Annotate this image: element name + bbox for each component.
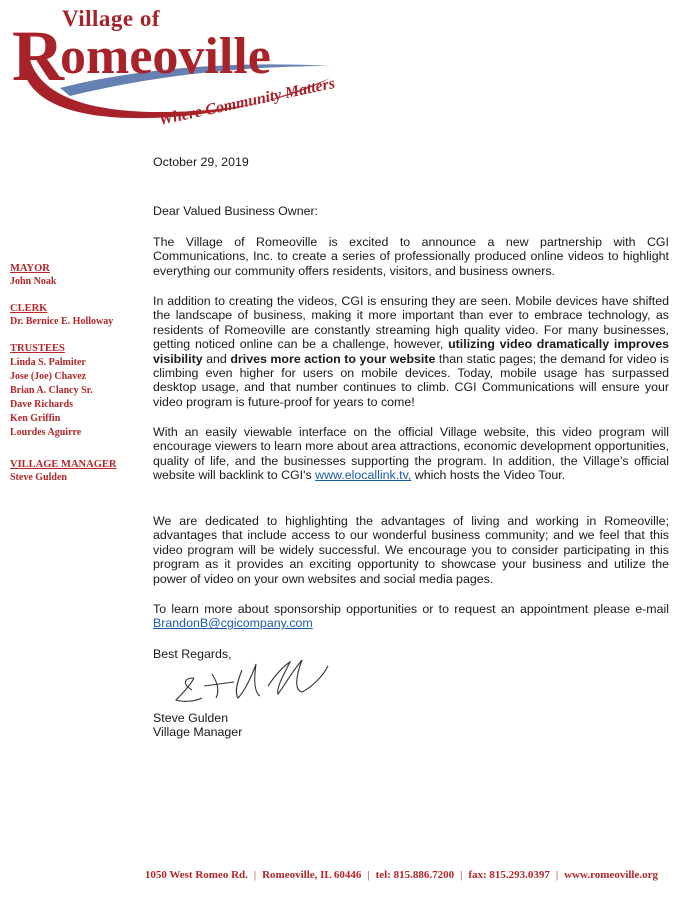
signer-title: Village Manager (153, 725, 243, 739)
paragraph-2-bold-2: drives more action to your website (230, 351, 436, 366)
footer-tel: tel: 815.886.7200 (375, 869, 455, 881)
trustees-title: TRUSTEES (10, 343, 65, 354)
signature-image (172, 652, 352, 712)
paragraph-2-text: and (202, 351, 231, 366)
email-link[interactable]: BrandonB@cgicompany.com (153, 616, 313, 631)
clerk-title: CLERK (10, 303, 48, 314)
footer-fax: fax: 815.293.0397 (468, 869, 550, 881)
footer-city: Romeoville, IL 60446 (262, 869, 362, 881)
footer-address: 1050 West Romeo Rd. (144, 869, 248, 881)
logo-tagline: Where Community Matters (157, 74, 337, 129)
manager-name: Steve Gulden (10, 472, 67, 483)
salutation: Dear Valued Business Owner: (153, 204, 319, 218)
officials-sidebar (10, 262, 130, 498)
manager-section (10, 458, 130, 485)
paragraph-3-text: which hosts the Video Tour. (411, 468, 566, 483)
signer-name: Steve Gulden (153, 711, 229, 725)
mayor-title: MAYOR (10, 263, 50, 274)
elocallink-link[interactable]: www.elocallink.tv, (315, 468, 412, 483)
paragraph-2 (153, 294, 669, 409)
paragraph-4: We are dedicated to highlighting the advantages of living and working in Romeoville; advantages that include access to our wonderful business community; and we feel that this video program will be widely successful. We encourage you to consider participating in this program as it provides an exciting opportunity to showcase your business and utilize the power of video on your own websites and social media pages. (153, 514, 669, 586)
footer-contact (0, 869, 700, 881)
logo-big-r: R (12, 16, 64, 96)
footer-separator: | (555, 869, 559, 881)
trustee-name: Dave Richards (10, 399, 74, 410)
paragraph-3 (153, 425, 669, 483)
logo-wordmark: omeoville (60, 28, 271, 85)
paragraph-2-text: than static pages; the demand for video is climbing even higher for users on mobile devices. Today, mobile usage has surpassed desktop usage, and that number continues to climb. CGI Communications will ensure your video program is future-proof for years to come! (153, 351, 670, 409)
paragraph-5-text: To learn more about sponsorship opportunities or to request an appointment please e-mail (153, 602, 669, 616)
trustee-name: Ken Griffin (10, 413, 61, 424)
logo-village-of: Village of (62, 6, 161, 31)
paragraph-3-text: With an easily viewable interface on the official Village website, this video program will encourage viewers to learn more about area attractions, economic development opportunities, quality of life, and the businesses supporting the program. In addition, the Village's official website will backlink to CGI's (153, 425, 669, 483)
trustee-name: Lourdes Aguirre (10, 427, 82, 438)
clerk-name: Dr. Bernice E. Holloway (10, 316, 114, 327)
letter-date: October 29, 2019 (153, 155, 249, 169)
trustee-name: Jose (Joe) Chavez (10, 371, 87, 382)
paragraph-5 (153, 602, 669, 631)
footer-separator: | (367, 869, 370, 881)
paragraph-2-text: In addition to creating the videos, CGI is ensuring they are seen. Mobile devices have shifted the landscape of business, making it more important than ever to embrace technology, as residents of Romeoville are constantly streaming high quality video. For many businesses, getting noticed online can be a challenge, however, (153, 294, 669, 352)
paragraph-2-bold-1: utilizing video dramatically improves visibility (153, 337, 669, 366)
logo-graphic (0, 0, 340, 135)
footer-separator: | (460, 869, 463, 881)
mayor-name: John Noak (10, 276, 57, 287)
manager-title: VILLAGE MANAGER (10, 459, 117, 470)
footer-separator: | (253, 869, 257, 881)
paragraph-1: The Village of Romeoville is excited to announce a new partnership with CGI Communications, Inc. to create a series of professionally produced online videos to highlight everything our community offers residents, visitors, and business owners. (153, 235, 669, 278)
trustee-name: Brian A. Clancy Sr. (10, 385, 93, 396)
trustee-name: Linda S. Palmiter (10, 357, 86, 368)
footer-website[interactable]: www.romeoville.org (564, 869, 658, 881)
trustees-section (10, 342, 130, 440)
romeoville-logo (0, 0, 340, 135)
clerk-section (10, 302, 130, 329)
closing: Best Regards, (153, 647, 232, 661)
mayor-section (10, 262, 130, 289)
